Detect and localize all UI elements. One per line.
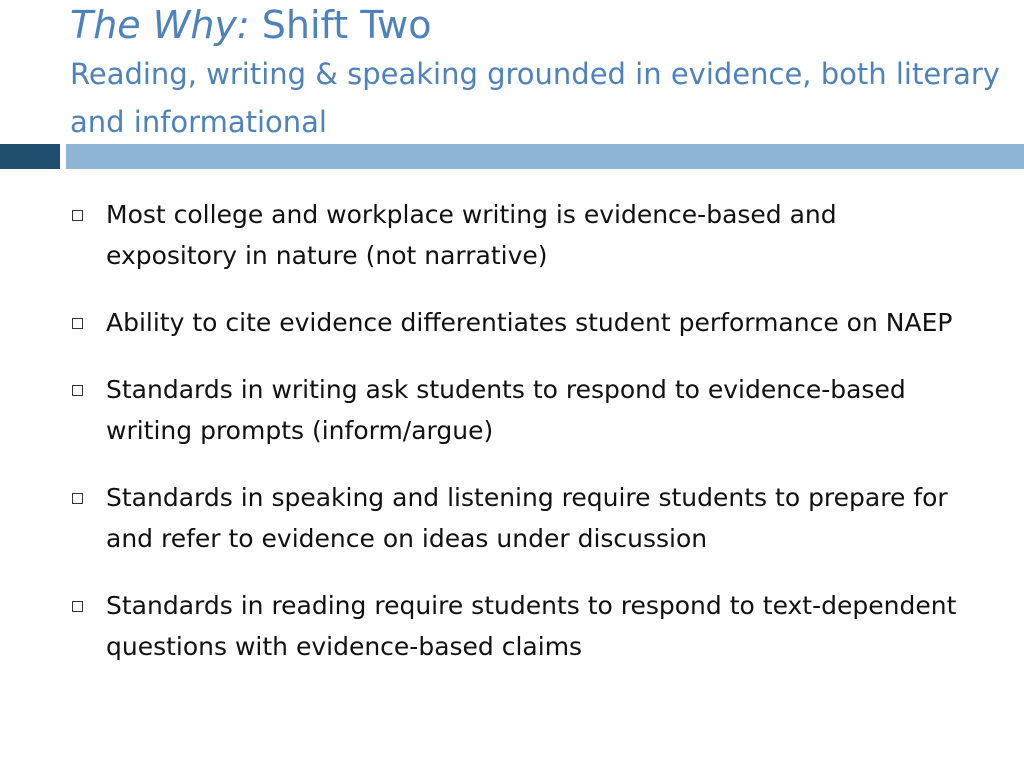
bullet-text: Standards in writing ask students to respond to evidence-based writing prompts (inform/argue) (106, 375, 906, 445)
header-rule-accent (0, 144, 60, 169)
bullet-list (70, 194, 970, 693)
square-bullet-icon (72, 318, 83, 329)
square-bullet-icon (72, 385, 83, 396)
slide-title (70, 0, 1000, 50)
bullet-text: Ability to cite evidence differentiates student performance on NAEP (106, 308, 953, 337)
slide-title-rest: Shift Two (249, 3, 432, 47)
square-bullet-icon (72, 601, 83, 612)
slide-subtitle: Reading, writing & speaking grounded in evidence, both literary and informational (70, 57, 1000, 139)
bullet-item (70, 194, 970, 276)
bullet-text: Standards in reading require students to respond to text-dependent questions with evidence-based claims (106, 591, 957, 661)
bullet-item (70, 369, 970, 451)
title-block (70, 0, 1000, 146)
bullet-item (70, 302, 970, 343)
slide-title-emphasis: The Why: (70, 3, 250, 47)
square-bullet-icon (72, 493, 83, 504)
bullet-item (70, 585, 970, 667)
header-rule-bar (66, 144, 1024, 169)
bullet-text: Most college and workplace writing is evidence-based and expository in nature (not narrative) (106, 200, 837, 270)
bullet-text: Standards in speaking and listening require students to prepare for and refer to evidence on ideas under discussion (106, 483, 948, 553)
bullet-item (70, 477, 970, 559)
square-bullet-icon (72, 210, 83, 221)
